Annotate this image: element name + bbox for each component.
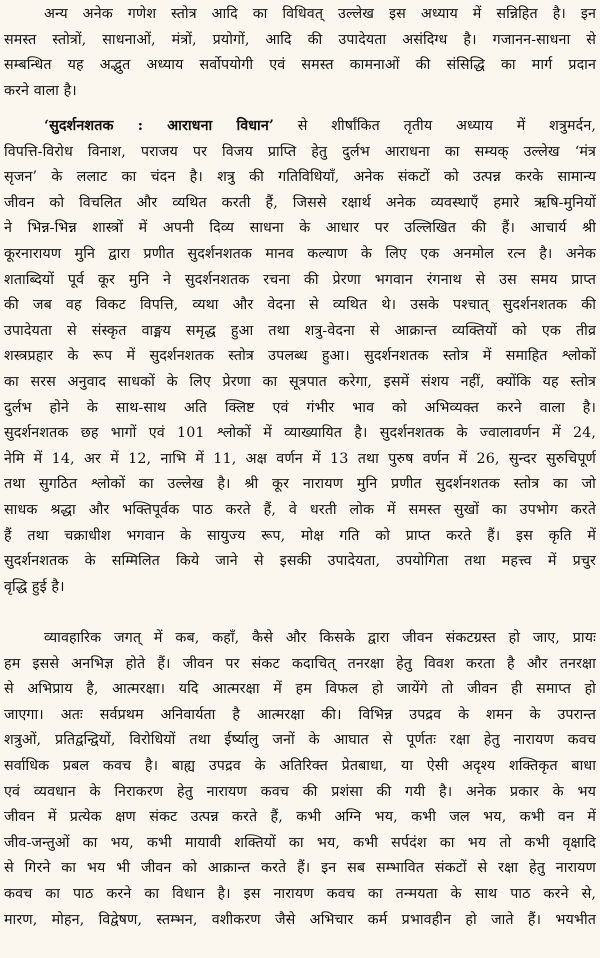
text-line: की जब वह विकट विपत्ति, व्यथा और वेदना से व्यथित थे। उसके पश्चात् सुदर्शनशतक की bbox=[4, 297, 596, 314]
text-line: तथा सुगठित श्लोकों का उल्लेख है। श्री कूर नारायण मुनि प्रणीत सुदर्शनशतक स्तोत्र का जो bbox=[4, 476, 596, 493]
text-line: शस्त्रप्रहार के रूप में सुदर्शनशतक स्तोत्र उपलब्ध हुआ। सुदर्शनशतक स्तोत्र में समाहित श्लोकों bbox=[4, 348, 596, 365]
text-line: दुर्लभ होने के साथ-साथ अति क्लिष्ट एवं गंभीर भाव को अभिव्यक्त करने वाला है। bbox=[4, 399, 596, 416]
text-line: जीवन को विचलित और व्यथित करती हैं, जिससे रक्षार्थ अनेक व्यवस्थाएँ हमारे ऋषि-मुनियों bbox=[4, 194, 596, 211]
text-line: सुदर्शनशतक छह भागों एवं 101 श्लोकों में व्याख्यायित है। सुदर्शनशतक के ज्वालावर्णन में 24, bbox=[4, 425, 596, 442]
text-line: हम इससे अनभिज्ञ होते हैं। जीवन पर संकट कदाचित् तनरक्षा हेतु विवश करता है और तनरक्षा bbox=[4, 655, 596, 672]
text-line: उपादेयता से संस्कृत वाङ्मय समृद्ध हुआ तथा शत्रु-वेदना से आक्रान्त व्यक्तियों को एक तीव्र bbox=[4, 322, 596, 339]
text-line: कूरनारायण मुनि द्वारा प्रणीत सुदर्शनशतक मानव कल्याण के लिए एक अनमोल रत्न है। अनेक bbox=[4, 245, 596, 262]
paragraph-2 bbox=[4, 114, 596, 600]
text-line: वृद्धि हुई है। bbox=[4, 578, 65, 595]
text-line: से अभिप्राय है, आत्मरक्षा। यदि आत्मरक्षा में हम विफल हो जायेंगे तो जीवन ही समाप्त हो bbox=[4, 681, 596, 698]
chapter-title-quote: ‘सुदर्शनशतक : आराधना विधान’ bbox=[44, 118, 274, 134]
text-line: एवं व्यवधान के निराकरण हेतु नारायण कवच की प्रशंसा की गयी है। अनेक प्रकार के भय bbox=[4, 783, 596, 800]
text-line: सम्बन्धित यह अद्भुत अध्याय सर्वोपयोगी एवं समस्त कामनाओं की संसिद्धि का मार्ग प्रदान bbox=[4, 57, 596, 74]
text-line: सृजन’ के ललाट का चंदन है। शत्रु की गतिविधियाँ, अनेक संकटों को उत्पन्न करके सामान्य bbox=[4, 169, 596, 186]
text-line: समस्त स्तोत्रों, साधनाओं, मंत्रों, प्रयोगों, आदि की उपादेयता असंदिग्ध है। गजानन-साधना से bbox=[4, 31, 596, 48]
text-line: शताब्दियों पूर्व कूर मुनि ने सुदर्शनशतक रचना की प्रेरणा भगवान रंगनाथ से उस समय प्राप्त bbox=[4, 271, 596, 288]
text-line: व्यावहारिक जगत् में कब, कहाँ, कैसे और किसके द्वारा जीवन संकटग्रस्त हो जाए, प्रायः bbox=[44, 630, 596, 646]
text-fragment: से शीर्षांकित तृतीय अध्याय में शत्रुमर्दन, bbox=[273, 118, 596, 134]
text-line: साधक श्रद्धा और भक्तिपूर्वक पाठ करते हैं, वे धरती लोक में समस्त सुखों का उपभोग करते bbox=[4, 501, 596, 518]
text-line: ने भिन्न-भिन्न शास्त्रों में अपनी दिव्य साधना के आधार पर उल्लिखित की हैं। आचार्य श्री bbox=[4, 220, 596, 237]
text-line: सर्वाधिक प्रबल कवच है। बाह्य उपद्रव के अतिरिक्त प्रेतबाधा, या ऐसी अदृश्य शक्तिकृत बाधा bbox=[4, 757, 596, 774]
text-line-first bbox=[4, 114, 596, 140]
text-line: जीव-जन्तुओं का भय, कभी मायावी शक्तियों का भय, कभी सर्पदंश का भय तो कभी वृक्षादि bbox=[4, 834, 596, 851]
paragraph-1 bbox=[4, 2, 596, 104]
text-line: जाएगा। अतः सर्वप्रथम अनिवार्यता है आत्मरक्षा की। विभिन्न उपद्रव के शमन के उपरान्त bbox=[4, 706, 596, 723]
text-line: अन्य अनेक गणेश स्तोत्र आदि का विधिवत् उल्लेख इस अध्याय में सन्निहित है। इन bbox=[44, 6, 596, 22]
text-line: नेमि में 14, अर में 12, नाभि में 11, अक्ष वर्णन में 13 तथा पुरुष वर्णन में 26, सुन्दर सुरुचिपूर्ण bbox=[4, 450, 596, 467]
text-line: से गिरने का भय भी जीवन को आक्रान्त करते हैं। इन सब सम्भावित संकटों से रक्षा हेतु नारायण bbox=[4, 860, 596, 877]
text-line: कवच का पाठ करने का विधान है। इस नारायण कवच का तन्मयता के साथ पाठ करने से, bbox=[4, 885, 596, 902]
paragraph-3 bbox=[4, 626, 596, 933]
text-line: करने वाला है। bbox=[4, 82, 77, 99]
text-line: सुदर्शनशतक के सम्मिलित किये जाने से इसकी उपादेयता, उपयोगिता तथा महत्त्व में प्रचुर bbox=[4, 553, 596, 570]
text-line: विपत्ति-विरोध विनाश, पराजय पर विजय प्राप्ति हेतु दुर्लभ आराधना का सम्यक् उल्लेख ‘मंत्र bbox=[4, 143, 596, 160]
text-line: जीवन में प्रत्येक क्षण संकट उत्पन्न करते हैं, कभी अग्नि भय, कभी जल भय, कभी वन में bbox=[4, 809, 596, 826]
text-line: शत्रुओं, प्रतिद्वन्द्वियों, विरोधियों तथा ईर्ष्यालु जनों के आघात से पूर्णतः रक्षा हेतु नारायण कवच bbox=[4, 732, 596, 749]
text-line: मारण, मोहन, विद्वेषण, स्तम्भन, वशीकरण जैसे अभिचार कर्म प्रभावहीन हो जाते हैं। भयभीत bbox=[4, 911, 596, 928]
text-line: हैं तथा चक्राधीश भगवान के सायुज्य रूप, मोक्ष गति को प्राप्त करते हैं। इस कृति में bbox=[4, 527, 596, 544]
text-line: का सरस अनुवाद साधकों के लिए प्रेरणा का सूत्रपात करेगा, इसमें संशय नहीं, क्योंकि यह स्तोत्र bbox=[4, 373, 596, 390]
